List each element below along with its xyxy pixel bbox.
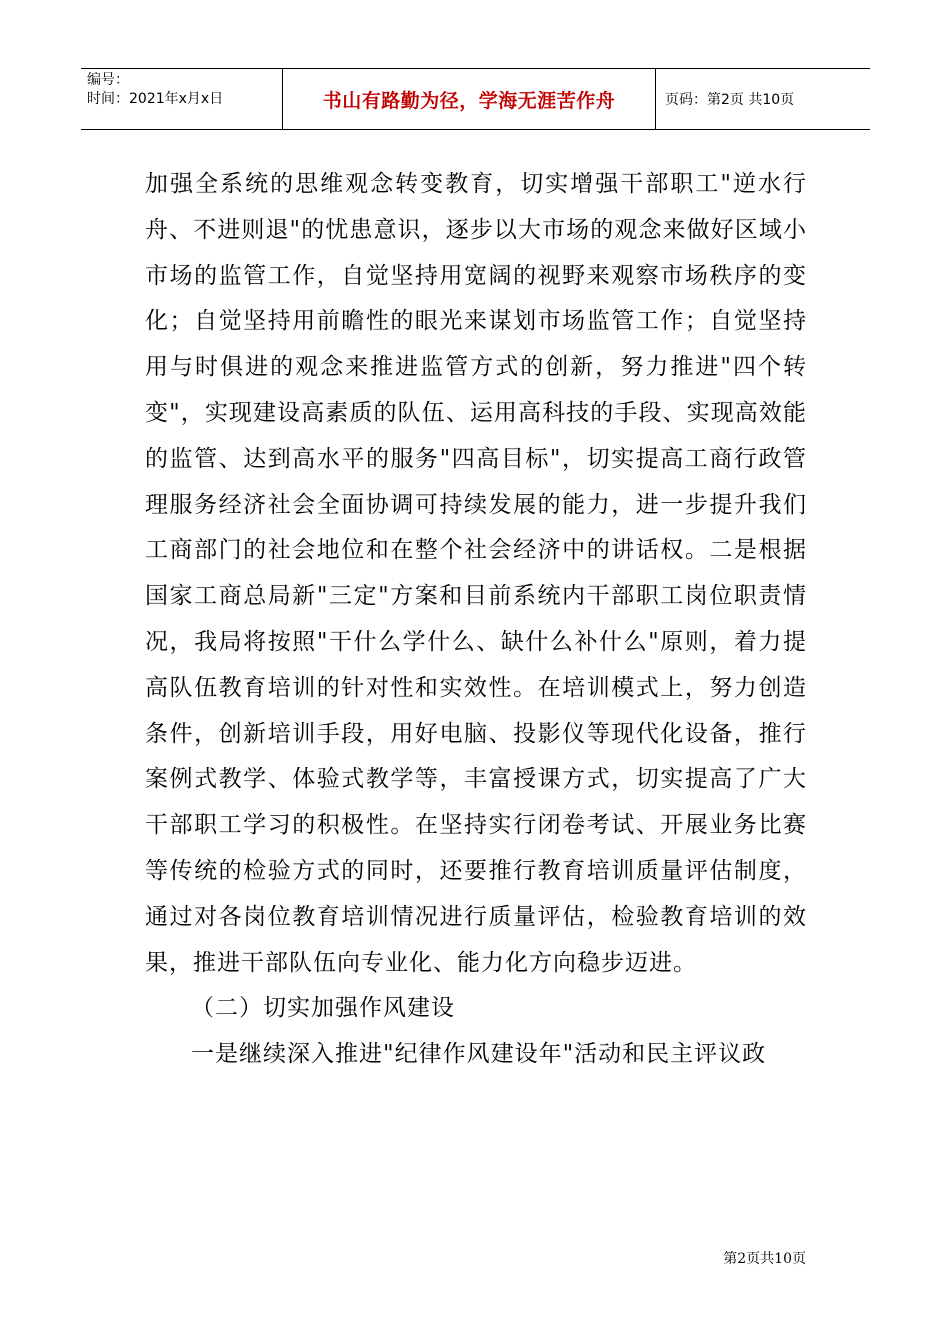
body-paragraph: 加强全系统的思维观念转变教育，切实增强干部职工"逆水行舟、不进则退"的忧患意识，逐步以大市场的观念来做好区域小市场的监管工作，自觉坚持用宽阔的视野来观察市场秩序的变化；自觉坚持用前瞻性的眼光来谋划市场监管工作；自觉坚持用与时俱进的观念来推进监管方式的创新，努力推进"四个转变"，实现建设高素质的队伍、运用高科技的手段、实现高效能的监管、达到高水平的服务"四高目标"，切实提高工商行政管理服务经济社会全面协调可持续发展的能力，进一步提升我们工商部门的社会地位和在整个社会经济中的讲话权。二是根据国家工商总局新"三定"方案和目前系统内干部职工岗位职责情况，我局将按照"干什么学什么、缺什么补什么"原则，着力提高队伍教育培训的针对性和实效性。在培训模式上，努力创造条件，创新培训手段，用好电脑、投影仪等现代化设备，推行案例式教学、体验式教学等，丰富授课方式，切实提高了广大干部职工学习的积极性。在坚持实行闭卷考试、开展业务比赛等传统的检验方式的同时，还要推行教育培训质量评估制度，通过对各岗位教育培训情况进行质量评估，检验教育培训的效果，推进干部队伍向专业化、能力化方向稳步迈进。 bbox=[145, 171, 807, 976]
body-paragraph: 一是继续深入推进"纪律作风建设年"活动和民主评议政 bbox=[191, 1041, 767, 1068]
page-footer: 第2页共10页 bbox=[723, 1251, 806, 1267]
section-heading: （二）切实加强作风建设 bbox=[191, 995, 455, 1022]
document-body bbox=[145, 162, 807, 1078]
header-meta bbox=[81, 69, 283, 129]
document-date-label: 时间：2021年x月x日 bbox=[87, 91, 224, 107]
page-header bbox=[81, 68, 870, 130]
header-motto: 书山有路勤为径，学海无涯苦作舟 bbox=[283, 69, 656, 129]
document-number-label: 编号： bbox=[87, 72, 129, 88]
header-page-label: 页码：第2页 共10页 bbox=[665, 92, 795, 108]
